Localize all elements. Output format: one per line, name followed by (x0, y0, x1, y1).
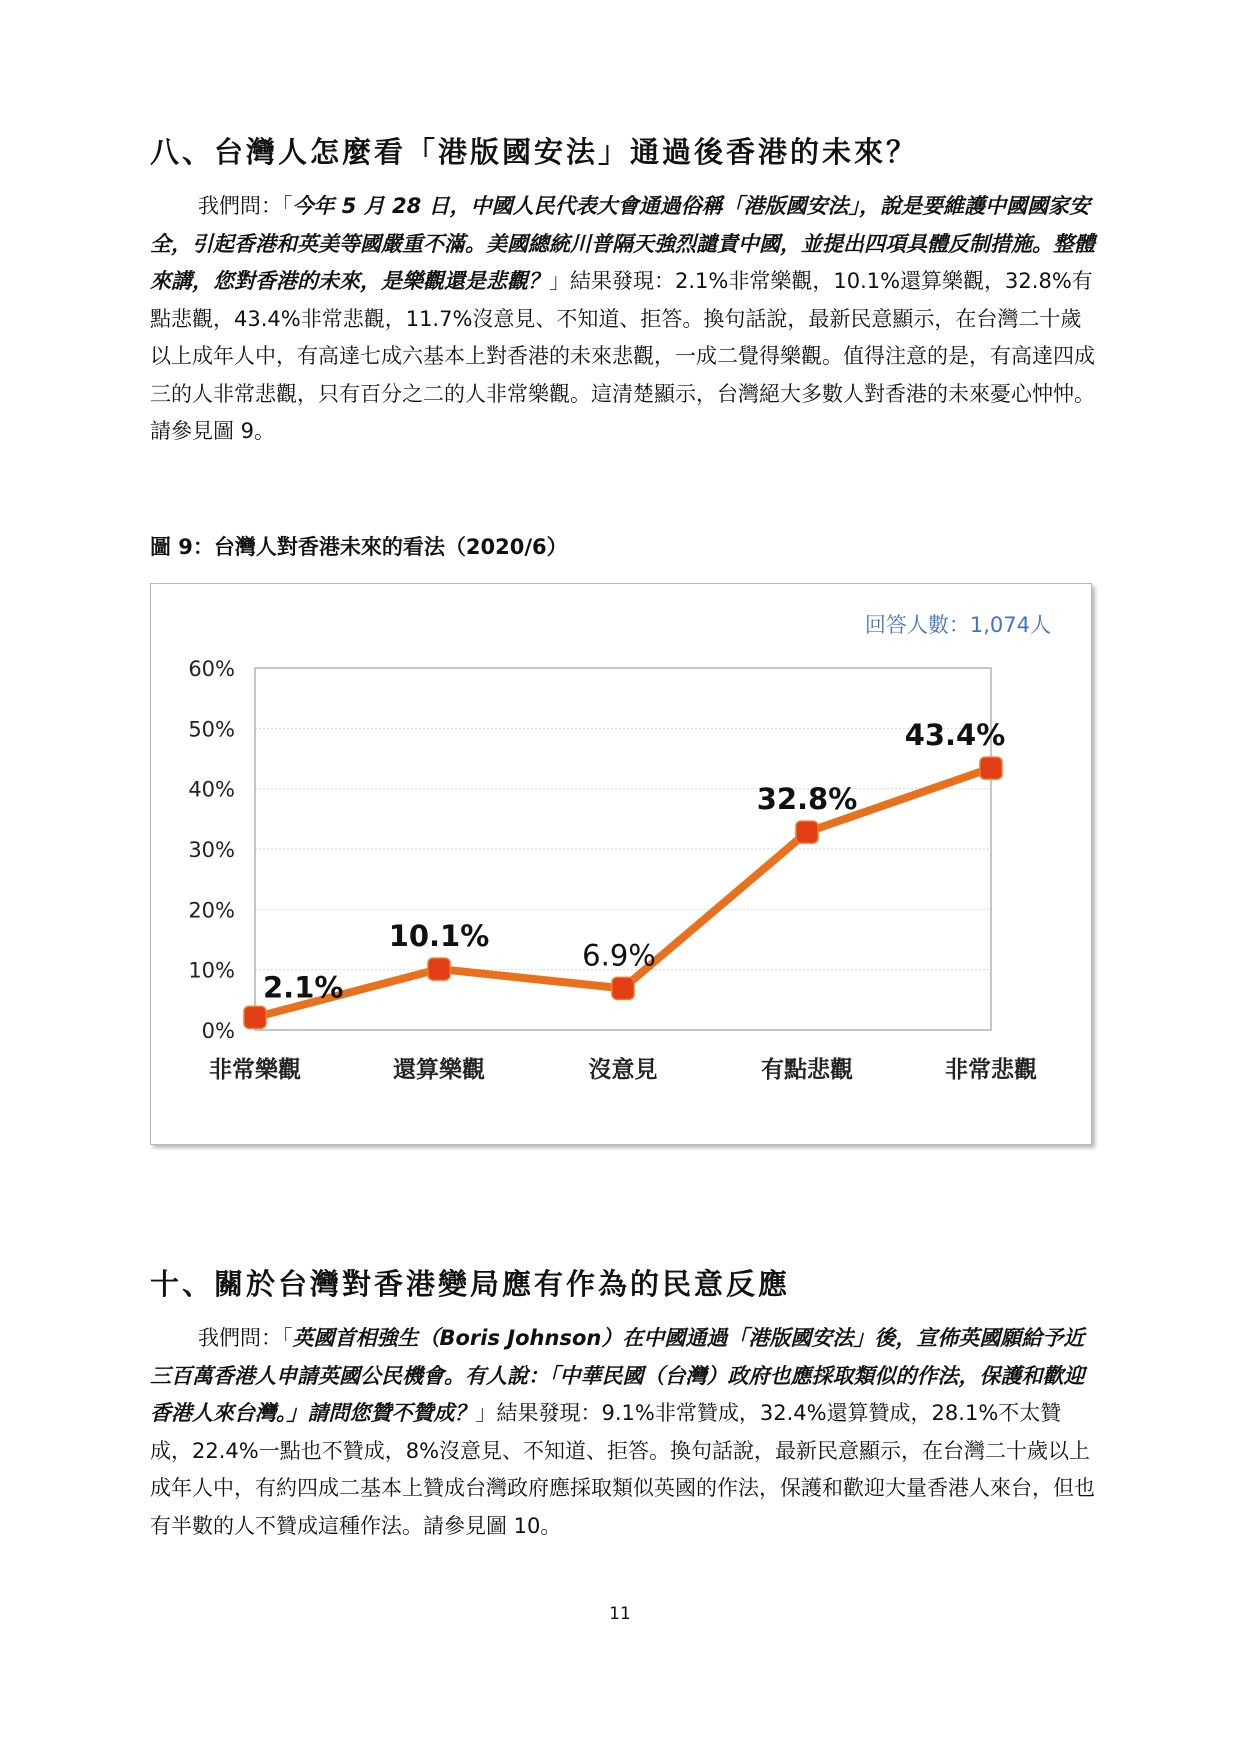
x-tick-label: 非常樂觀 (209, 1057, 301, 1083)
respondent-count: 回答人數：1,074人 (864, 613, 1051, 637)
x-tick-label: 非常悲觀 (945, 1057, 1037, 1083)
data-label: 43.4% (904, 718, 1006, 753)
y-tick-label: 60% (188, 657, 235, 681)
ask-suffix: 」結果發現： (475, 1401, 602, 1425)
section-8-paragraph (150, 188, 1095, 451)
data-point (612, 977, 634, 999)
survey-question: 今年 5 月 28 日，中國人民代表大會通過俗稱「港版國安法」，說是要維護中國國家安全，引起香港和英美等國嚴重不滿。美國總統川普隔天強烈譴責中國，並提出四項具體反制措施。整體來講，您對香港的未來，是樂觀還是悲觀？ (150, 194, 1095, 293)
page-number: 11 (609, 1604, 631, 1624)
y-axis-ticks (188, 657, 235, 1043)
x-tick-label: 有點悲觀 (761, 1057, 853, 1083)
section-10-heading: 十、關於台灣對香港變局應有作為的民意反應 (150, 1267, 791, 1301)
section-8-heading: 八、台灣人怎麼看「港版國安法」通過後香港的未來？ (150, 135, 919, 169)
data-label: 32.8% (756, 782, 858, 817)
figure-9-chart (150, 583, 1092, 1145)
data-label: 6.9% (582, 938, 656, 973)
line-chart (151, 584, 1091, 1144)
data-point (980, 757, 1002, 779)
y-tick-label: 10% (188, 958, 235, 983)
data-label: 10.1% (388, 919, 490, 954)
data-point (244, 1006, 266, 1028)
x-tick-label: 沒意見 (588, 1057, 658, 1083)
x-tick-label: 還算樂觀 (393, 1057, 485, 1083)
x-axis-ticks (209, 1056, 1037, 1083)
y-tick-label: 30% (188, 838, 235, 862)
survey-result: 9.1%非常贊成，32.4%還算贊成，28.1%不太贊成，22.4%一點也不贊成，8%沒意見、不知道、拒答。換句話說，最新民意顯示，在台灣二十歲以上成年人中，有約四成二基本上贊成台灣政府應採取類似英國的作法，保護和歡迎大量香港人來台，但也有半數的人不贊成這種作法。請參見圖 10。 (150, 1401, 1095, 1538)
grid-lines (255, 728, 991, 969)
y-tick-label: 20% (188, 898, 235, 923)
data-label: 2.1% (263, 970, 344, 1005)
figure-9-caption: 圖 9：台灣人對香港未來的看法（2020/6） (150, 535, 568, 559)
section-10-paragraph (150, 1320, 1095, 1545)
survey-question: 英國首相強生（Boris Johnson）在中國通過「港版國安法」後，宣佈英國願給予近三百萬香港人申請英國公民機會。有人說：「中華民國（台灣）政府也應採取類似的作法，保護和歡迎香港人來台灣。」請問您贊不贊成？ (150, 1326, 1085, 1425)
y-tick-label: 50% (188, 717, 235, 742)
ask-suffix: 」結果發現： (549, 269, 675, 293)
y-tick-label: 0% (201, 1019, 235, 1043)
y-tick-label: 40% (188, 777, 235, 802)
data-point (428, 958, 450, 980)
data-labels (263, 718, 1005, 1004)
survey-result: 2.1%非常樂觀，10.1%還算樂觀，32.8%有點悲觀，43.4%非常悲觀，11.7%沒意見、不知道、拒答。換句話說，最新民意顯示，在台灣二十歲以上成年人中，有高達七成六基本上對香港的未來悲觀，一成二覺得樂觀。值得注意的是，有高達四成三的人非常悲觀，只有百分之二的人非常樂觀。這清楚顯示，台灣絕大多數人對香港的未來憂心忡忡。請參見圖 9。 (150, 269, 1095, 443)
ask-prefix: 我們問：「 (198, 194, 293, 218)
data-point (796, 821, 818, 843)
ask-prefix: 我們問：「 (198, 1326, 293, 1350)
